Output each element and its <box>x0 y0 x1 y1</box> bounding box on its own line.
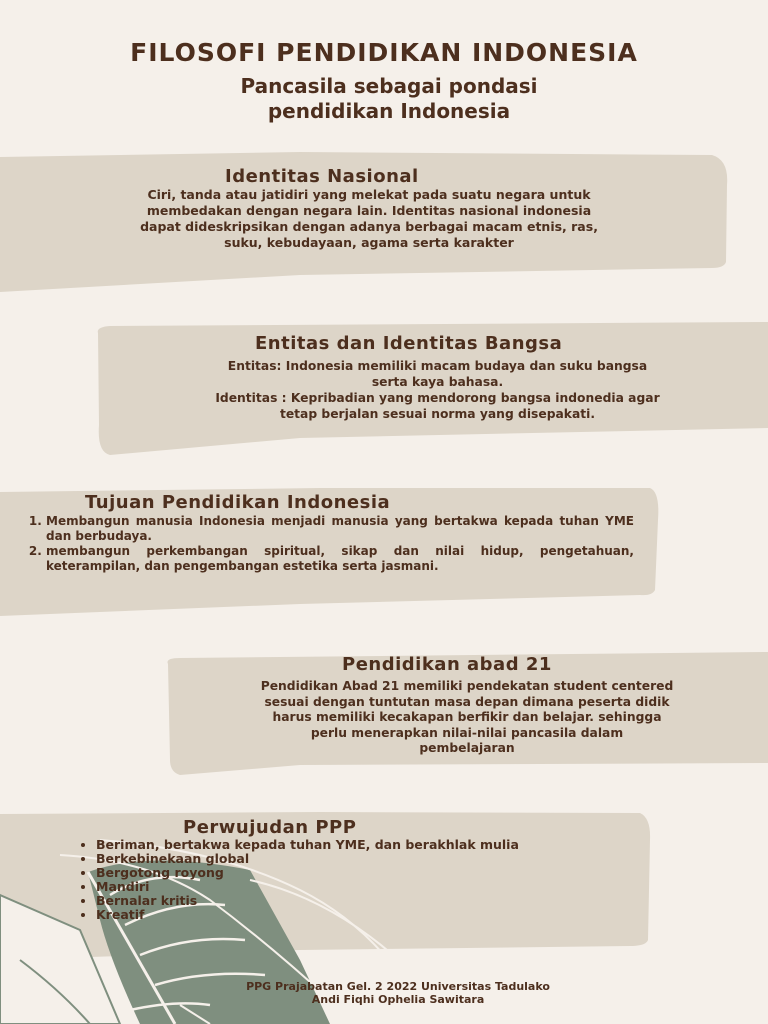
abad21-line: Pendidikan Abad 21 memiliki pendekatan student centered <box>260 679 674 693</box>
list-item: • Bernalar kritis <box>96 894 676 908</box>
entitas-line: serta kaya bahasa. <box>371 375 504 389</box>
list-item: 2. membangun perkembangan spiritual, sikap dan nilai hidup, pengetahuan, keterampilan, dan pengembangan estetika serta jasmani. <box>46 544 634 574</box>
list-item: • Mandiri <box>96 880 676 894</box>
abad21-line: pembelajaran <box>419 741 515 755</box>
abad21-title: Pendidikan abad 21 <box>342 654 552 675</box>
list-item: 1. Membangun manusia Indonesia menjadi manusia yang bertakwa kepada tuhan YME dan berbudaya. <box>46 514 634 544</box>
tujuan-title: Tujuan Pendidikan Indonesia <box>85 492 391 513</box>
list-item: • Bergotong royong <box>96 866 676 880</box>
abad21-text <box>172 679 762 757</box>
abad21-line: perlu menerapkan nilai-nilai pancasila dalam <box>310 725 624 740</box>
ppp-title: Perwujudan PPP <box>183 817 357 838</box>
entitas-text <box>110 358 765 422</box>
identitas-line: membedakan dengan negara lain. Identitas nasional indonesia <box>146 203 592 218</box>
subtitle-line-2: pendidikan Indonesia <box>267 99 511 123</box>
ppp-list <box>76 838 676 922</box>
list-item: • Kreatif <box>96 908 676 922</box>
entitas-line: Identitas : Kepribadian yang mendorong bangsa indonedia agar <box>215 391 660 405</box>
abad21-line: harus memiliki kecakapan berfikir dan belajar. sehingga <box>272 710 662 724</box>
subtitle-line-1: Pancasila sebagai pondasi <box>240 74 538 98</box>
page-subtitle <box>0 74 768 124</box>
abad21-line: sesuai dengan tuntutan masa depan dimana peserta didik <box>264 694 670 709</box>
identitas-line: Ciri, tanda atau jatidiri yang melekat pada suatu negara untuk <box>147 187 591 202</box>
identitas-text <box>0 187 738 251</box>
footer-line-2: Andi Fiqhi Ophelia Sawitara <box>311 993 485 1006</box>
identitas-title: Identitas Nasional <box>225 166 419 187</box>
entitas-title: Entitas dan Identitas Bangsa <box>255 333 563 354</box>
identitas-line: dapat dideskripsikan dengan adanya berbagai macam etnis, ras, <box>140 219 598 234</box>
entitas-line: tetap berjalan sesuai norma yang disepakati. <box>279 407 596 421</box>
list-item: • Beriman, bertakwa kepada tuhan YME, dan berakhlak mulia <box>96 838 676 852</box>
footer-line-1: PPG Prajabatan Gel. 2 2022 Universitas Tadulako <box>246 980 550 993</box>
tujuan-list <box>28 514 634 574</box>
entitas-line: Entitas: Indonesia memiliki macam budaya dan suku bangsa <box>227 359 648 373</box>
footer <box>0 980 768 1006</box>
page-title: FILOSOFI PENDIDIKAN INDONESIA <box>130 38 638 67</box>
list-item: • Berkebinekaan global <box>96 852 676 866</box>
identitas-line: suku, kebudayaan, agama serta karakter <box>224 235 514 250</box>
